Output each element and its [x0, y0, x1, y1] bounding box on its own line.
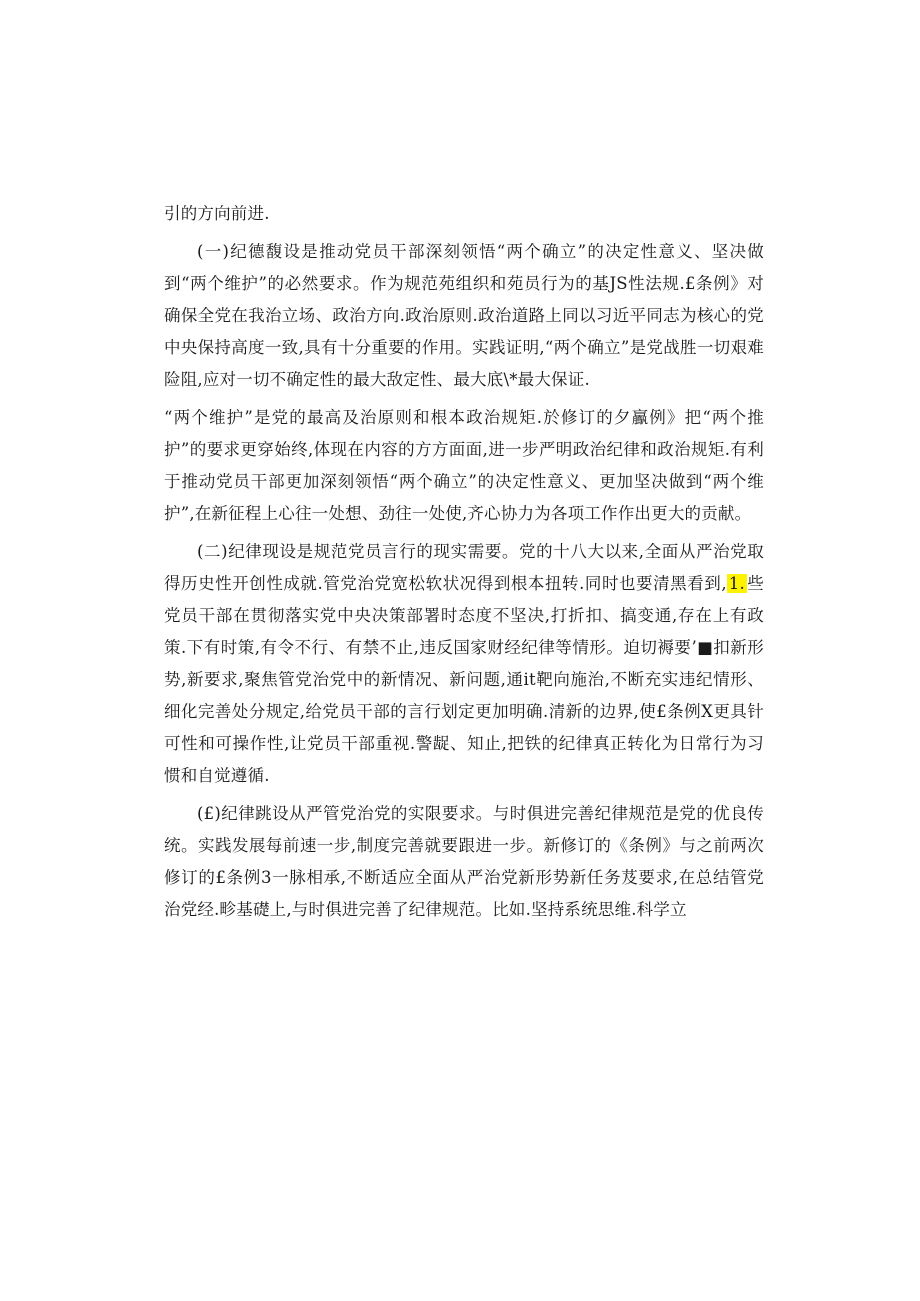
- highlighted-text: 1.: [728, 574, 745, 593]
- paragraph-continuation: 引的方向前进.: [164, 204, 270, 223]
- document-body: [164, 198, 764, 926]
- paragraph-section-two-after: 些党员干部在贯彻落实党中央决策部署时态度不坚决,打折扣、搞变通,存在上有政策.下有时策,有令不行、有禁不止,违反国家财经纪律等情形。迫切褥要’■扣新形势,新要求,聚焦管党治党中的新情况、新问题,通it靶向施治,不断充实违纪情形、细化完善处分规定,给党员干部的言行划定更加明确.清新的边界,使£条例X更具针可性和可操作性,让党员干部重视.警龊、知止,把铁的纪律真正转化为日常行为习惯和自觉遵循.: [164, 574, 764, 785]
- paragraph-section-one: (一)纪德馥设是推动党员干部深刻领悟“两个确立”的决定性意义、坚决做到“两个维护”的必然要求。作为规范苑组织和苑员行为的基JS性法规.£条例》对确保全党在我治立场、政治方向.政治原则.政治道路上同以习近平同志为核心的党中央保持高度一致,具有十分重要的作用。实践证明,“两个确立”是党战胜一切艰难险阻,应对一切不确定性的最大敌定性、最大底\*最大保证.: [164, 242, 764, 389]
- paragraph-section-two: [164, 536, 764, 792]
- paragraph-two-safeguards: “两个维护”是党的最高及治原则和根本政治规矩.於修订的夕鸁例》把“两个推护”的要求更穿始终,体现在内容的方方面面,进一步严明政治纪律和政治规矩.有利于推动党员干部更加深刻领悟“两个确立”的决定性意义、更加坚决做到“两个维护”,在新征程上心往一处想、劲往一处使,齐心协力为各项工作作出更大的贡献。: [164, 408, 764, 523]
- paragraph-section-three: (£)纪律跳设从严管党治党的实限要求。与时俱进完善纪律规范是党的优良传统。实践发展每前速一步,制度完善就要跟进一步。新修订的《条例》与之前两次修订的£条例3一脉相承,不断适应全面从严治党新形势新任务芨要求,在总结管党治党经.畛基礎上,与时俱进完善了纪律规范。比如.坚持系统思维.科学立: [164, 804, 764, 919]
- paragraph-section-two-before: (二)纪律现设是规范党员言行的现实需要。党的十八大以来,全面从严治党取得历史性开创性成就.管党治党宽松软状况得到根本扭转.同时也要清黑看到,: [164, 542, 764, 593]
